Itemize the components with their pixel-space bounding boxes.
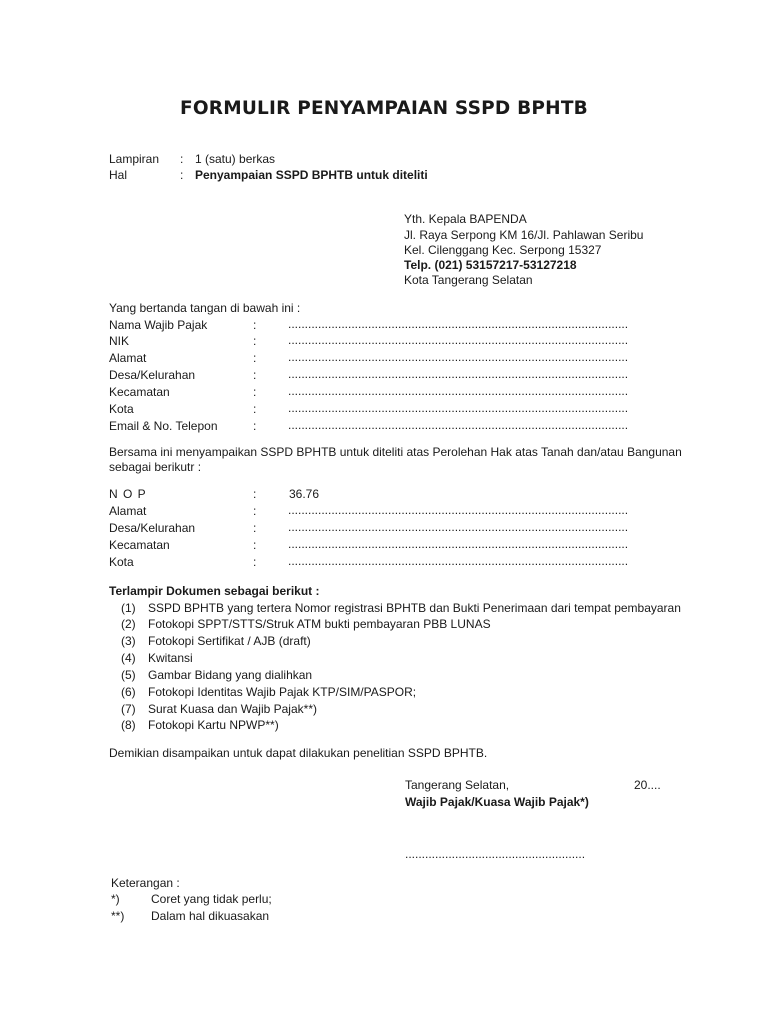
attachment-number: (4) xyxy=(121,651,136,665)
attachment-number: (3) xyxy=(121,634,136,648)
lampiran-label: Lampiran xyxy=(109,152,160,166)
attachment-number: (5) xyxy=(121,668,136,682)
fill-in-line[interactable]: ...................................................................................................... xyxy=(288,554,629,568)
field-separator: : xyxy=(253,419,257,433)
attachments-heading: Terlampir Dokumen sebagai berikut : xyxy=(109,584,320,598)
nop-label: N O P xyxy=(109,487,147,501)
signature-role: Wajib Pajak/Kuasa Wajib Pajak*) xyxy=(405,795,589,809)
recipient-city: Kota Tangerang Selatan xyxy=(404,273,533,287)
attachment-item: Fotokopi Kartu NPWP**) xyxy=(148,718,279,732)
attachment-item: Gambar Bidang yang dialihkan xyxy=(148,668,313,682)
note-mark: *) xyxy=(111,892,120,906)
lampiran-value: 1 (satu) berkas xyxy=(195,152,276,166)
attachment-item: Fotokopi Sertifikat / AJB (draft) xyxy=(148,634,311,648)
field-separator: : xyxy=(253,521,257,535)
hal-value: Penyampaian SSPD BPHTB untuk diteliti xyxy=(195,168,428,182)
attachment-item: Fotokopi Identitas Wajib Pajak KTP/SIM/PASPOR; xyxy=(148,685,417,699)
signer-field-label: Kecamatan xyxy=(109,385,170,399)
signer-field-label: Desa/Kelurahan xyxy=(109,368,196,382)
field-separator: : xyxy=(253,318,257,332)
attachment-item: Kwitansi xyxy=(148,651,193,665)
lampiran-separator: : xyxy=(180,152,184,166)
note-mark: **) xyxy=(111,909,125,923)
field-separator: : xyxy=(253,555,257,569)
object-field-label: Kota xyxy=(109,555,134,569)
signer-field-label: Alamat xyxy=(109,351,147,365)
signer-field-label: Email & No. Telepon xyxy=(109,419,218,433)
hal-label: Hal xyxy=(109,168,128,182)
hal-separator: : xyxy=(180,168,184,182)
page-title: FORMULIR PENYAMPAIAN SSPD BPHTB xyxy=(180,98,588,119)
field-separator: : xyxy=(253,334,257,348)
fill-in-line[interactable]: ...................................................................................................... xyxy=(288,503,629,517)
signature-year[interactable]: 20.... xyxy=(634,778,661,792)
fill-in-line[interactable]: ...................................................................................................... xyxy=(288,333,629,347)
attachment-item: SSPD BPHTB yang tertera Nomor registrasi BPHTB dan Bukti Penerimaan dari tempat pembayaran xyxy=(148,601,681,615)
field-separator: : xyxy=(253,385,257,399)
statement-line1: Bersama ini menyampaikan SSPD BPHTB untuk diteliti atas Perolehan Hak atas Tanah dan/atau Bangunan xyxy=(109,445,682,459)
note-text: Coret yang tidak perlu; xyxy=(151,892,272,906)
attachment-item: Surat Kuasa dan Wajib Pajak**) xyxy=(148,702,317,716)
nop-value[interactable]: 36.76 xyxy=(289,487,320,501)
closing-text: Demikian disampaikan untuk dapat dilakukan penelitian SSPD BPHTB. xyxy=(109,746,488,760)
field-separator: : xyxy=(253,402,257,416)
signer-field-label: Nama Wajib Pajak xyxy=(109,318,208,332)
object-field-label: Kecamatan xyxy=(109,538,170,552)
fill-in-line[interactable]: ...................................................................................................... xyxy=(288,384,629,398)
recipient-line1: Yth. Kepala BAPENDA xyxy=(404,212,527,226)
notes-heading: Keterangan : xyxy=(111,876,180,890)
attachment-number: (7) xyxy=(121,702,136,716)
note-text: Dalam hal dikuasakan xyxy=(151,909,270,923)
recipient-phone: Telp. (021) 53157217-53127218 xyxy=(404,258,577,272)
field-separator: : xyxy=(253,368,257,382)
recipient-line2: Jl. Raya Serpong KM 16/Jl. Pahlawan Seribu xyxy=(404,228,644,242)
signature-place: Tangerang Selatan, xyxy=(405,778,510,792)
attachment-number: (6) xyxy=(121,685,136,699)
object-field-label: Alamat xyxy=(109,504,147,518)
signer-intro: Yang bertanda tangan di bawah ini : xyxy=(109,301,301,315)
fill-in-line[interactable]: ...................................................................................................... xyxy=(288,537,629,551)
attachment-item: Fotokopi SPPT/STTS/Struk ATM bukti pembayaran PBB LUNAS xyxy=(148,617,491,631)
fill-in-line[interactable]: ...................................................................................................... xyxy=(288,401,629,415)
field-separator: : xyxy=(253,351,257,365)
field-separator: : xyxy=(253,504,257,518)
field-separator: : xyxy=(253,487,257,501)
object-field-label: Desa/Kelurahan xyxy=(109,521,196,535)
fill-in-line[interactable]: ...................................................................................................... xyxy=(288,367,629,381)
fill-in-line[interactable]: ...................................................................................................... xyxy=(288,317,629,331)
fill-in-line[interactable]: ...................................................................................................... xyxy=(288,350,629,364)
attachment-number: (8) xyxy=(121,718,136,732)
fill-in-line[interactable]: ...................................................................................................... xyxy=(288,418,629,432)
recipient-line3: Kel. Cilenggang Kec. Serpong 15327 xyxy=(404,243,602,257)
statement-line2: sebagai berikutr : xyxy=(109,460,202,474)
fill-in-line[interactable]: ...................................................................................................... xyxy=(288,520,629,534)
attachment-number: (2) xyxy=(121,617,136,631)
signer-field-label: NIK xyxy=(109,334,130,348)
signer-field-label: Kota xyxy=(109,402,134,416)
attachment-number: (1) xyxy=(121,601,136,615)
field-separator: : xyxy=(253,538,257,552)
signature-line[interactable]: ...................................................... xyxy=(405,847,586,861)
